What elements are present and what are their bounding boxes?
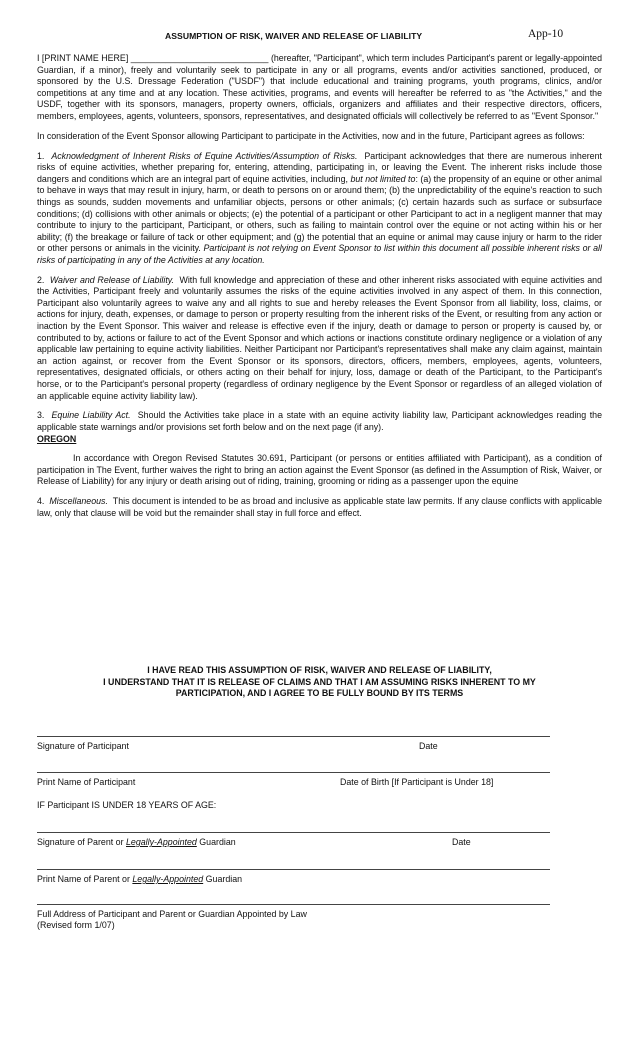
section-3-number: 3. — [37, 410, 45, 421]
date-label: Date — [419, 741, 438, 751]
revision-note: (Revised form 1/07) — [37, 920, 115, 930]
signature-line — [37, 832, 550, 833]
section-1 — [37, 151, 602, 267]
section-3-text: Should the Activities take place in a state with an equine activity liability law, Participant acknowledges reading the applicable state warnings and/or provisions set forth below and on the next page (if any). — [37, 410, 602, 432]
legally-appointed-text: Legally-Appointed — [126, 837, 197, 847]
parent-name-field[interactable] — [37, 869, 550, 886]
document-header — [0, 28, 638, 44]
ack-line-2: I UNDERSTAND THAT IT IS RELEASE OF CLAIMS AND THAT I AM ASSUMING RISKS INHERENT TO MY — [103, 676, 536, 687]
section-4-number: 4. — [37, 496, 45, 507]
under-18-heading: IF Participant IS UNDER 18 YEARS OF AGE: — [37, 800, 217, 810]
app-number: App-10 — [528, 28, 564, 40]
parent-signature-field[interactable] — [37, 832, 550, 849]
signature-parent-label — [37, 837, 236, 847]
document-body — [37, 53, 602, 528]
section-1-heading: Acknowledgment of Inherent Risks of Equine Activities/Assumption of Risks. — [51, 150, 358, 161]
consideration-paragraph: In consideration of the Event Sponsor allowing Participant to participate in the Activities, now and in the future, Participant agrees as follows: — [37, 130, 585, 141]
section-2-heading: Waiver and Release of Liability. — [49, 274, 175, 285]
ack-line-3: PARTICIPATION, AND I AGREE TO BE FULLY BOUND BY ITS TERMS — [175, 688, 464, 699]
full-address-label: Full Address of Participant and Parent or Guardian Appointed by Law — [37, 909, 307, 919]
section-2-number: 2. — [37, 274, 45, 285]
signature-line — [37, 869, 550, 870]
oregon-label: OREGON — [37, 433, 77, 444]
date-of-birth-label: Date of Birth [If Participant is Under 18] — [340, 777, 494, 787]
section-2 — [37, 275, 602, 403]
section-1-number: 1. — [37, 150, 45, 161]
signature-participant-label: Signature of Participant — [37, 741, 129, 751]
acknowledgment-statement — [37, 665, 602, 700]
section-4-text: This document is intended to be as broad and inclusive as applicable state law permits. If any clause conflicts with applicable law, only that clause will be void but the remainder shall stay in full force and effect. — [37, 496, 602, 518]
section-1-italic-phrase: but not limited to — [350, 173, 416, 184]
document-title: ASSUMPTION OF RISK, WAIVER AND RELEASE OF LIABILITY — [165, 31, 423, 41]
section-1-text-a: Participant acknowledges that there are numerous inherent risks of equine activities, whether preparing for, entering, attending, participating in, or leaving the Event. The inherent risks include those dangers and conditions which are an integral part of equine activities, including, — [37, 150, 602, 184]
section-1-closing: Participant is not relying on Event Sponsor to list within this document all possible inherent risks or all risks of participating in any of the Activities at any location. — [37, 243, 602, 265]
section-2-text: With full knowledge and appreciation of these and other inherent risks associated with equine activities and the Activities, Participant freely and voluntarily assumes the risks of the equine activities involved in any aspect of them. In this connection, Participant also voluntarily agrees to waive any and all rights to sue and hereby releases the Event Sponsor from all liability, loss, claims, or actions for injury, death, expenses, or damage to person or property resulting from the inherent risks of the Event, or resulting from any action or inaction by the Event Sponsor. This waiver and release is effective even if the injury, death or damage to person or property is caused by, or contributed to by, actions or failure to act of the Event Sponsor and which actions or inactions constitute ordinary negligence or a violation of any applicable law pertaining to equine activity liabilities. Neither Participant nor Participant's representatives shall make any claim against, maintain an action against, or recover from the Event Sponsor or its sponsors, directors, officers, members, employees, agents, volunteers, representatives, designated officials, or others acting on their behalf for injury, loss, damage or death of the Participant, to the Participant's horse, or to the Participant's personal property (regardless of ordinary negligence by the Event Sponsor or regardless of an alleged violation of an applicable equine activity liability law). — [37, 274, 602, 401]
signature-line — [37, 772, 550, 773]
signature-line — [37, 736, 550, 737]
print-parent-prefix: Print Name of Parent or — [37, 874, 130, 884]
section-4 — [37, 496, 602, 519]
signature-parent-prefix: Signature of Parent or — [37, 837, 124, 847]
parent-date-label: Date — [452, 837, 471, 847]
guardian-text: Guardian — [205, 874, 243, 884]
address-field[interactable] — [37, 904, 550, 921]
print-name-participant-label: Print Name of Participant — [37, 777, 136, 787]
legally-appointed-text: Legally-Appointed — [132, 874, 204, 884]
section-1-text-b: : (a) the propensity of an equine or other animal to behave in ways that may result in injury, harm, or death to persons on or around them; (b) the unpredictability of the equine's reaction to such things as sounds, sudden movements and unfamiliar objects, persons or other animals; (c) certain hazards such as surface or subsurface conditions; (d) collisions with other animals or objects; (e) the potential of a participant or other Participant to act in a negligent manner that may contribute to injury to the participant, Participant, or others, such as failing to maintain control over the equine or not acting within his or her ability; (f) the breakage or failure of tack or other equipment; and (g) the potential that an equine or animal may cause injury or harm to the rider or other persons or animals in the vicinity. — [37, 173, 602, 254]
participant-name-field[interactable] — [37, 772, 550, 789]
oregon-paragraph: In accordance with Oregon Revised Statutes 30.691, Participant (or persons or entities affiliated with Participant), as a condition of participation in The Event, further waives the right to bring an action against the Event Sponsor (as defined in the Assumption of Risk, Waiver, or Release of Liability) for any injury or death arising out of riding, training, grooming or riding as a passenger upon the equine — [37, 453, 602, 487]
section-4-heading: Miscellaneous. — [49, 496, 108, 507]
ack-line-1: I HAVE READ THIS ASSUMPTION OF RISK, WAIVER AND RELEASE OF LIABILITY, — [147, 665, 492, 675]
participant-signature-field[interactable] — [37, 736, 550, 753]
section-3 — [37, 410, 602, 433]
intro-paragraph: I [PRINT NAME HERE] ____________________________ (hereafter, "Participant", which term includes Participant's parent or legally-appointed Guardian, if a minor), freely and voluntarily seek to participate in any or all programs, events and/or activities sanctioned, produced, or sponsored by the U.S. Dressage Federation ("USDF") that include educational and training programs, youth programs, clinics, and/or competitions at any time and at any location. These activities, programs, and events will hereafter be referred to as "the Activities," and the USDF, together with its sponsors, managers, property owners, officials, organizers and affiliates and their respective directors, officers, members, employees, agents, volunteers, sponsors, representatives, and designated officials will collectively be referred to as "Event Sponsor." — [37, 53, 602, 121]
guardian-text: Guardian — [199, 837, 236, 847]
section-3-heading: Equine Liability Act. — [51, 410, 131, 421]
print-name-parent-label — [37, 874, 242, 884]
signature-line — [37, 904, 550, 905]
